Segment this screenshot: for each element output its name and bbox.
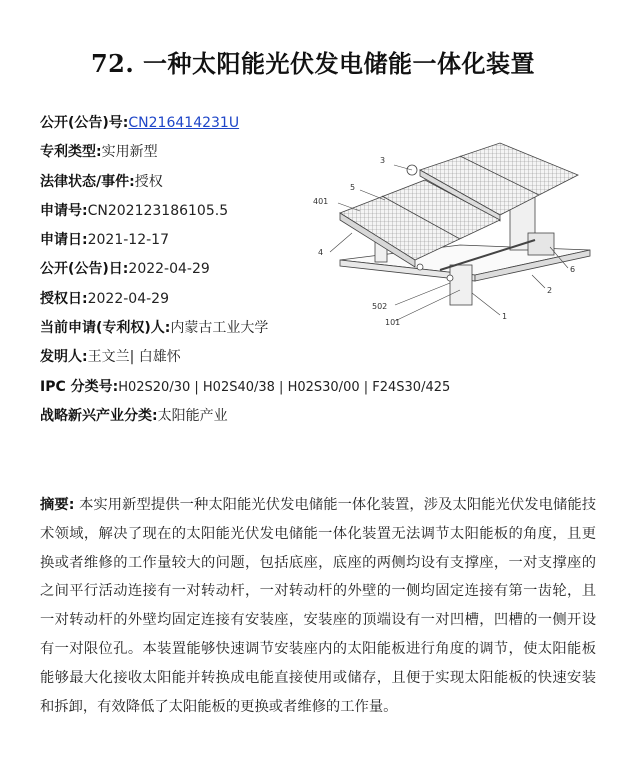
field-value: 王文兰| 白雄怀	[87, 349, 181, 366]
field-value: 太阳能产业	[157, 407, 228, 424]
field-ipc	[40, 377, 450, 406]
field-label: 当前申请(专利权)人:	[40, 320, 171, 337]
field-label: 发明人:	[40, 349, 88, 366]
abstract	[40, 491, 596, 721]
field-industry-category	[40, 406, 450, 435]
figure-label-1: 1	[502, 312, 508, 321]
figure-label-502: 502	[372, 302, 388, 311]
field-value: CN202123186105.5	[87, 202, 229, 219]
field-value: H02S20/30 | H02S40/38 | H02S30/00 | F24S30/425	[118, 379, 451, 395]
figure-label-2: 2	[547, 286, 553, 295]
field-label: 授权日:	[40, 290, 88, 307]
page-title: 72. 一种太阳能光伏发电储能一体化装置	[90, 49, 536, 78]
figure-label-4: 4	[318, 248, 324, 257]
abstract-text: 本实用新型提供一种太阳能光伏发电储能一体化装置，涉及太阳能光伏发电储能技术领域，解决了现在的太阳能光伏发电储能一体化装置无法调节太阳能板的角度，且更换或者维修的工作量较大的问题，包括底座，底座的两侧均设有支撑座，一对支撑座的之间平行活动连接有一对转动杆，一对转动杆的外壁的一侧均固定连接有第一齿轮，且一对转动杆的外壁均固定连接有安装座，安装座的顶端设有一对凹槽，凹槽的一侧开设有一对限位孔。本装置能够快速调节安装座内的太阳能板进行角度的调节，使太阳能板能够最大化接收太阳能并转换成电能直接使用或储存，且便于实现太阳能板的快速安装和拆卸，有效降低了太阳能板的更换或者维修的工作量。	[40, 497, 597, 715]
field-label: 专利类型:	[40, 144, 102, 161]
patent-drawing	[300, 125, 600, 335]
field-value: 实用新型	[101, 144, 158, 161]
field-value: 2022-04-29	[128, 261, 210, 278]
figure-label-5: 5	[350, 183, 356, 192]
figure-label-6: 6	[570, 265, 576, 274]
field-label: 公开(公告)日:	[40, 261, 129, 278]
field-value: 2022-04-29	[87, 290, 169, 307]
field-value: 内蒙古工业大学	[170, 320, 269, 337]
abstract-label: 摘要:	[40, 497, 75, 513]
figure-label-401: 401	[313, 197, 329, 206]
figure-label-101: 101	[385, 318, 401, 327]
field-value: 2021-12-17	[87, 232, 169, 249]
figure-label-3: 3	[380, 156, 386, 165]
field-label: 公开(公告)号:	[40, 115, 129, 131]
field-inventors	[40, 347, 450, 376]
field-label: 战略新兴产业分类:	[40, 407, 158, 424]
field-label: IPC 分类号:	[40, 378, 119, 395]
field-label: 申请日:	[40, 232, 88, 249]
field-label: 申请号:	[40, 202, 88, 219]
field-value: 授权	[134, 173, 163, 190]
publication-number-link[interactable]: CN216414231U	[128, 115, 240, 131]
field-label: 法律状态/事件:	[40, 173, 135, 190]
